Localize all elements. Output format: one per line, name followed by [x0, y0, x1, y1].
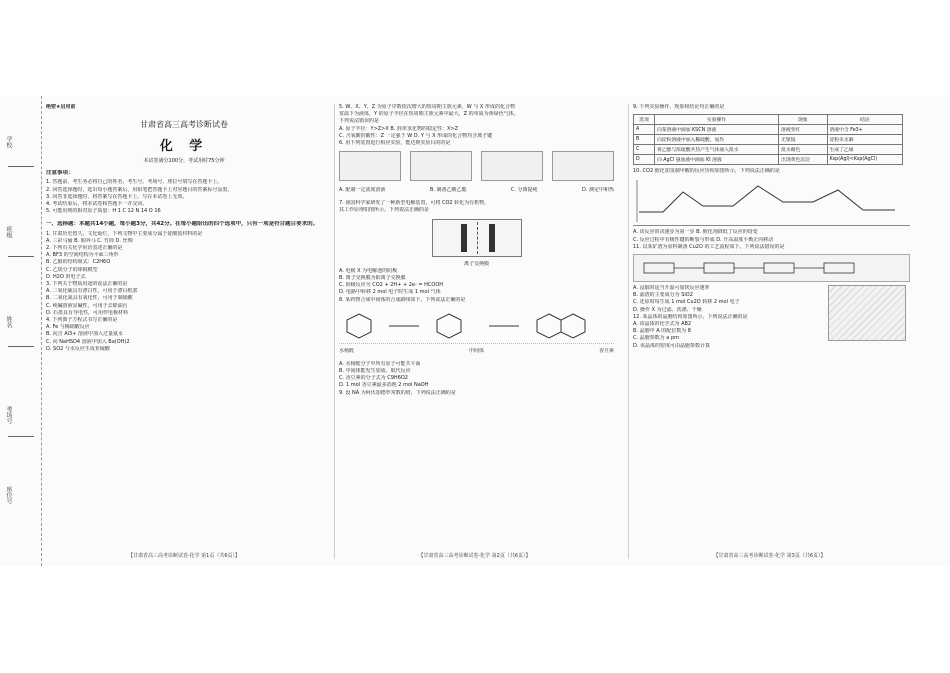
question-line: A. 水杨醛分子中所有原子可能共平面: [339, 360, 421, 367]
table-row: [634, 155, 903, 165]
question-line: 8. 某药物合成中间体的合成路线如下。下列说法正确的是: [339, 296, 466, 303]
structure-captions: [339, 348, 614, 357]
figure-caption: A. 配制一定浓度溶液: [339, 187, 386, 194]
subject-title: 化 学: [159, 139, 209, 155]
apparatus-figure: [410, 151, 472, 181]
section-heading: 一、选择题：本题共14小题，每小题3分，共42分。在每小题给出的四个选项中，只有一项是符合题目要求的。: [46, 221, 319, 228]
table-cell: B: [634, 135, 655, 145]
electrolysis-cell-diagram: [432, 219, 522, 257]
question-line: 常温下为液体，Y 的原子半径在短周期主族元素中最大，Z 的单质为黄绿色气体。: [339, 111, 519, 118]
reaction-energy-diagram: [633, 178, 910, 226]
question-line: C. 香豆素的分子式为 C9H6O2: [339, 375, 408, 382]
table-header-cell: 现象: [779, 115, 827, 125]
question-line: 9. 下列实验操作、现象和结论均正确的是: [633, 104, 725, 110]
question-line: 12. 某晶体的晶胞结构如图所示，下列说法正确的是: [633, 313, 748, 320]
question-line: D. H2O 的电子式: [46, 273, 86, 280]
question-line: D. 1 mol 香豆素最多消耗 2 mol NaOH: [339, 382, 429, 389]
table-cell: A: [634, 125, 655, 135]
question-line: C. 纯碱溶液显碱性，可用于去除油污: [46, 302, 128, 309]
score-note: 本试卷满分100分，考试用时75分钟: [143, 158, 225, 165]
table-cell: 溶液变红: [779, 125, 827, 135]
experiment-table: [633, 114, 903, 165]
table-cell: Ksp(AgI)<Ksp(AgCl): [827, 155, 903, 165]
question-line: 6. 用下列装置进行相应实验，能达到实验目的的是: [339, 140, 451, 147]
binding-label-school: 学校: [5, 136, 12, 148]
table-cell: 无银镜: [779, 135, 827, 145]
question-line: D. 石墨具有导电性，可用作电极材料: [46, 309, 129, 316]
table-header-cell: 实验操作: [654, 115, 778, 125]
question-line: C. 乙炔分子的球棍模型: [46, 266, 98, 273]
energy-profile: [633, 178, 903, 224]
table-cell: 出现黄色沉淀: [779, 155, 827, 165]
table-cell: 向 AgCl 悬浊液中滴加 KI 溶液: [654, 155, 778, 165]
apparatus-figure: [339, 151, 401, 181]
binding-label-seat: 座位号: [5, 486, 12, 504]
question-line: 3. 下列关于物质用途的说法正确的是: [46, 281, 128, 288]
question-line: A. Fe 与稀硝酸反应: [46, 324, 90, 331]
notice-heading: 注意事项：: [46, 170, 74, 177]
question-line: C. 向 NaHSO4 溶液中加入 Ba(OH)2: [46, 338, 130, 345]
electrode: [489, 224, 495, 252]
table-cell: 将乙醇与浓硫酸共热产生气体通入溴水: [654, 145, 778, 155]
question-line: 10. CO2 催化加氢制甲酸的反应历程如图所示，下列说法正确的是: [633, 168, 780, 175]
binding-label-name: 姓名: [5, 316, 12, 328]
apparatus-captions: [339, 187, 614, 196]
question-line: A. 浸取时适当升温可加快反应速率: [633, 285, 710, 292]
apparatus-figures: [339, 151, 614, 183]
question-line: A. 三彩马俑 B. 铜奔马 C. 竹简 D. 丝绸: [46, 237, 133, 244]
crystal-section: [633, 285, 910, 350]
question-line: B. 晶胞中 A 的配位数为 8: [633, 328, 691, 335]
structure-caption: 香豆素: [598, 347, 614, 354]
page-column-2: [334, 104, 614, 559]
question-line: C. 阴极反应为 CO2 + 2H+ + 2e- = HCOOH: [339, 282, 444, 289]
question-line: 11. 以某矿渣为原料制备 Cu2O 的工艺流程如下。下列说法错误的是: [633, 243, 785, 250]
binding-line: [8, 166, 34, 167]
question-line: D. 该晶体的密度可由晶胞参数计算: [633, 342, 711, 349]
question-line: 7. 我国科学家研发了一种新型电解装置，可将 CO2 转化为有机物，: [339, 200, 490, 207]
question-line: A. 该晶体的化学式为 AB2: [633, 321, 692, 328]
apparatus-figure: [481, 151, 543, 181]
structure-caption: 水杨醛: [339, 347, 355, 354]
question-line: B. 离子交换膜为阳离子交换膜: [339, 275, 406, 282]
exam-sheet: [0, 96, 950, 566]
process-flow-diagram: [633, 254, 910, 282]
page-footer: 【甘肃省高三高考诊断试卷·化学 第2页（共6页）】: [418, 553, 531, 559]
apparatus-figure: [552, 151, 614, 181]
question-line: D. 电路中转移 2 mol 电子时生成 1 mol 气体: [339, 289, 441, 296]
table-cell: 溶液中含 Fe3+: [827, 125, 903, 135]
notice-line: 1. 答题前，考生务必将自己的姓名、考生号、考场号、座位号填写在答题卡上。: [46, 179, 223, 186]
question-line: 下列说法错误的是: [339, 118, 380, 125]
table-header-cell: 结论: [827, 115, 903, 125]
table-cell: 淀粉未水解: [827, 135, 903, 145]
question-line: 其工作原理如图所示。下列说法正确的是: [339, 207, 430, 214]
synthesis-route-diagram: [339, 308, 614, 344]
exam-title: 甘肃省高三高考诊断试卷: [140, 120, 228, 130]
question-line: A. BF3 的空间结构为平面三角形: [46, 252, 119, 259]
figure-caption: C. 分离提纯: [510, 187, 538, 194]
table-row: [634, 145, 903, 155]
question-line: A. 二氧化硫具有漂白性，可用于漂白纸浆: [46, 288, 138, 295]
question-line: B. 乙醇的结构简式：C2H6O: [46, 259, 111, 266]
binding-margin: [0, 96, 42, 566]
table-cell: 向某溶液中滴加 KSCN 溶液: [654, 125, 778, 135]
table-cell: D: [634, 155, 655, 165]
question-line: 1. 甘肃历史悠久，文化灿烂，下列文物中主要成分属于硅酸盐材料的是: [46, 230, 203, 237]
binding-line: [8, 256, 34, 257]
structure-caption: 中间体: [468, 347, 484, 354]
binding-line: [8, 436, 34, 437]
question-line: 4. 下列离子方程式书写正确的是: [46, 317, 118, 324]
question-line: C. 反应过程中有极性键的断裂与形成 D. 升高温度平衡正向移动: [633, 236, 774, 243]
question-line: B. 中间体能发生加成、取代反应: [339, 368, 411, 375]
electrode: [461, 224, 467, 252]
notice-line: 5. 可能用到的相对原子质量：H 1 C 12 N 14 O 16: [46, 208, 161, 215]
membrane: [477, 222, 478, 254]
page-column-1: [46, 104, 322, 559]
page-column-3: [628, 104, 910, 559]
binding-line: [8, 346, 34, 347]
question-line: B. 滤渣的主要成分为 SiO2: [633, 292, 693, 299]
notice-line: 2. 回答选择题时，选出每小题答案后，用铅笔把答题卡上对应题目的答案标号涂黑。: [46, 186, 233, 193]
notice-line: 4. 考试结束后，将本试卷和答题卡一并交回。: [46, 201, 148, 208]
page-footer: 【甘肃省高三高考诊断试卷·化学 第1页（共6页）】: [127, 553, 241, 559]
notice-line: 3. 回答非选择题时，将答案写在答题卡上。写在本试卷上无效。: [46, 193, 188, 200]
question-line: C. 晶胞参数为 a pm: [633, 335, 679, 342]
structure-drawings: [339, 308, 609, 342]
question-line: C. 还原时每生成 1 mol Cu2O 转移 2 mol 电子: [633, 299, 740, 306]
binding-label-class: 班级: [5, 226, 12, 238]
figure-caption: B. 制备乙酸乙酯: [429, 187, 467, 194]
question-line: C. 含氧酸的酸性：Z 一定强于 W D. Y 与 X 形成的化合物均含离子键: [339, 132, 493, 139]
secret-mark: 绝密★启用前: [46, 104, 76, 110]
question-line: A. 电极 X 为电解池的阴极: [339, 267, 398, 274]
question-line: B. 向含 Al3+ 溶液中加入过量氨水: [46, 331, 123, 338]
binding-label-room: 考场号: [5, 406, 12, 424]
flow-boxes: [634, 255, 904, 281]
diagram-caption: 离子交换膜: [463, 260, 489, 267]
table-cell: 向淀粉溶液中加入稀硫酸，加热: [654, 135, 778, 145]
question-line: 9. 设 NA 为阿伏加德罗常数的值，下列说法正确的是: [339, 389, 456, 396]
question-line: A. 原子半径：Y>Z>X B. 简单氢化物的稳定性：X>Z: [339, 125, 459, 132]
table-header-cell: 选项: [634, 115, 655, 125]
crystal-structure-figure: [828, 285, 906, 341]
question-line: 2. 下列有关化学用语表述正确的是: [46, 245, 123, 252]
table-cell: 溴水褪色: [779, 145, 827, 155]
question-line: D. 操作 X 为过滤、洗涤、干燥: [633, 306, 702, 313]
question-line: A. 该反应的决速步为第一步 B. 催化剂降低了反应的焓变: [633, 229, 758, 236]
question-line: B. 二氧化氮具有氧化性，可用于制硝酸: [46, 295, 133, 302]
table-cell: C: [634, 145, 655, 155]
question-line: 5. W、X、Y、Z 为原子序数依次增大的短周期主族元素，W 与 X 形成的化合物: [339, 104, 515, 110]
page-footer: 【甘肃省高三高考诊断试卷·化学 第3页（共6页）】: [713, 553, 826, 559]
question-line: D. SO2 与水反应生成亚硫酸: [46, 345, 110, 352]
figure-caption: D. 测定中和热: [581, 187, 614, 194]
table-row: [634, 125, 903, 135]
table-cell: 生成了乙烯: [827, 145, 903, 155]
table-header-row: [634, 115, 903, 125]
table-row: [634, 135, 903, 145]
